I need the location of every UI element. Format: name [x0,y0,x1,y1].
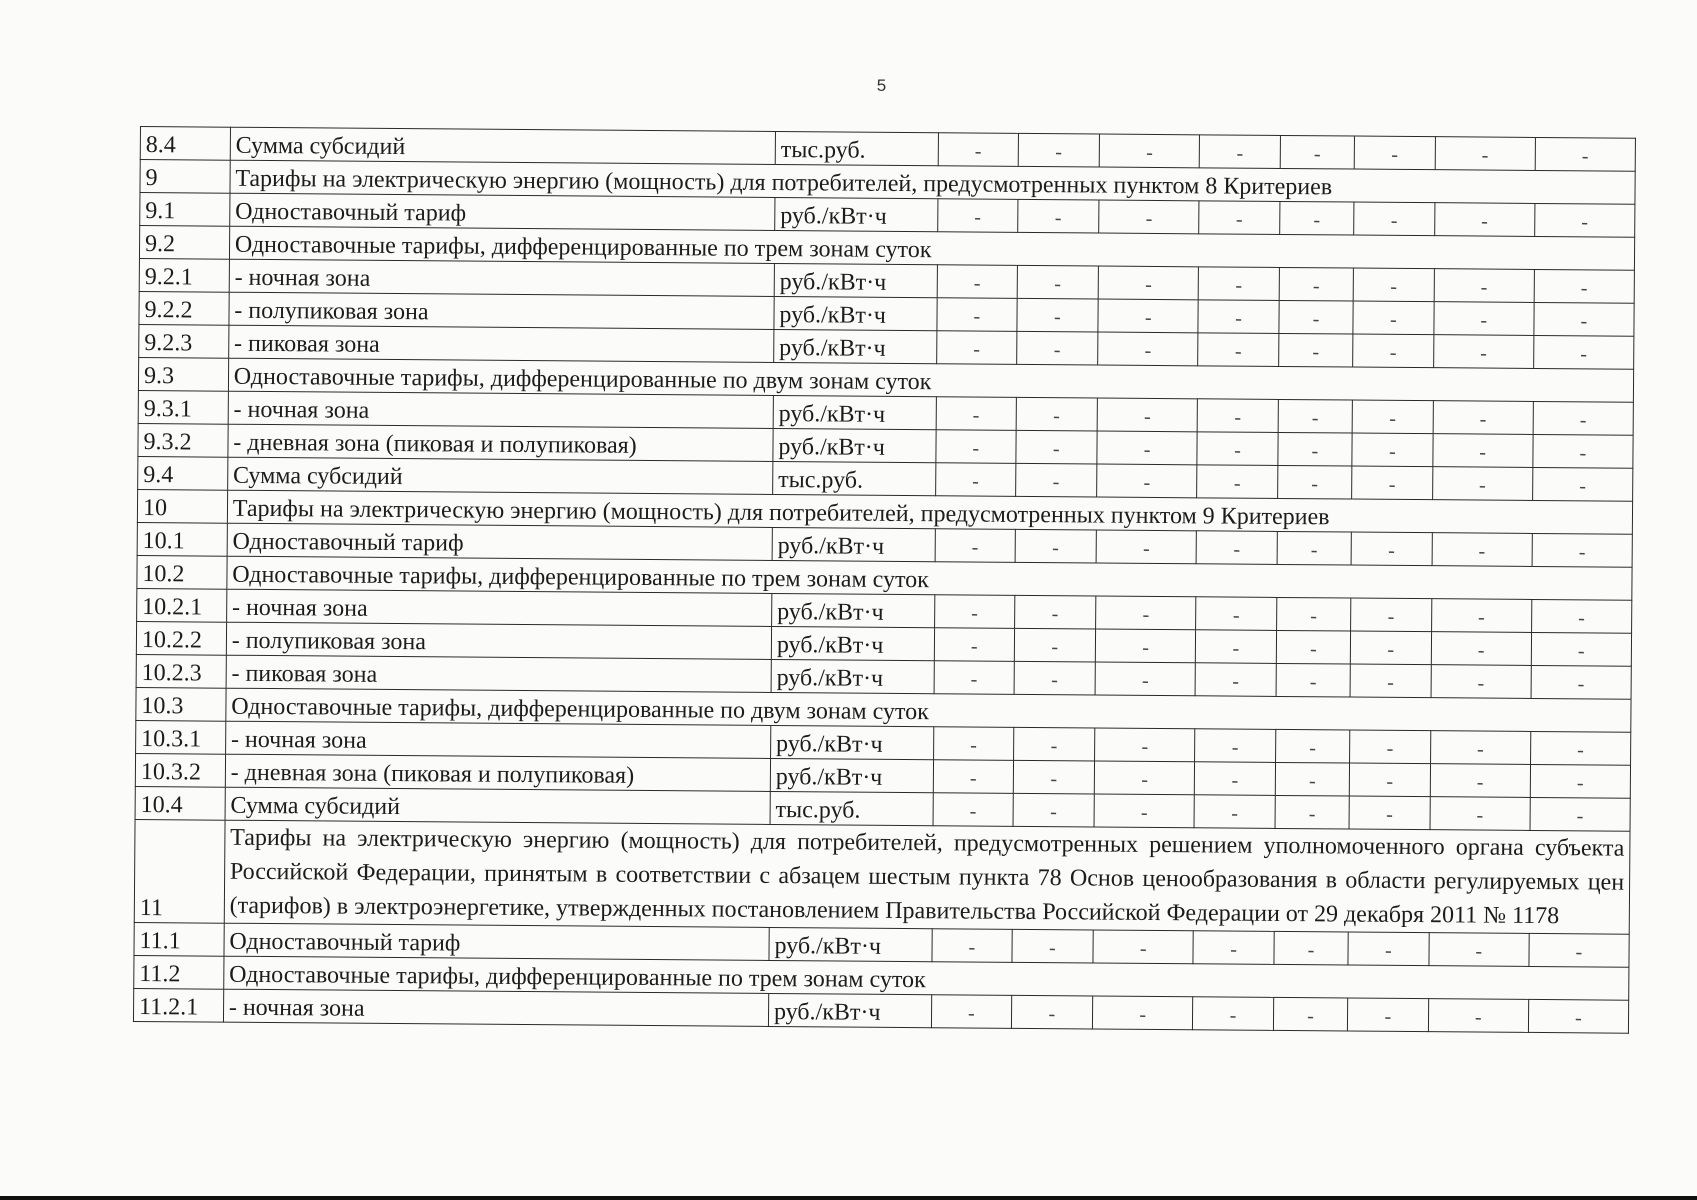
value-cell: - [1275,795,1350,829]
row-number: 11.2 [134,955,224,989]
row-number: 8.4 [140,127,230,161]
value-cell: - [1434,302,1534,336]
row-number: 9.3.2 [138,423,228,457]
row-description: - полупиковая зона [229,292,774,329]
value-cell: - [1099,134,1199,168]
value-cell: - [1094,794,1194,828]
value-cell: - [1430,764,1530,798]
row-number: 9.3.1 [138,390,228,424]
value-cell: - [936,397,1016,431]
value-cell: - [938,133,1018,167]
value-cell: - [1096,530,1196,564]
value-cell: - [1014,628,1096,662]
value-cell: - [1013,793,1095,827]
table-body [133,127,1635,1034]
value-cell: - [1274,931,1349,965]
row-unit: руб./кВт·ч [771,626,934,660]
row-unit: руб./кВт·ч [768,993,931,1027]
value-cell: - [1276,663,1351,697]
row-number: 11.1 [134,922,224,956]
value-cell: - [1275,762,1350,796]
value-cell: - [932,995,1012,1029]
value-cell: - [1195,729,1276,763]
value-cell: - [1433,401,1533,435]
value-cell: - [937,298,1017,332]
row-description: Одноставочные тарифы, дифференцированные по трем зонам суток [224,956,1629,1000]
value-cell: - [1533,401,1633,435]
value-cell: - [1434,269,1534,303]
value-cell: - [933,760,1013,794]
value-cell: - [1013,760,1095,794]
value-cell: - [1193,997,1274,1031]
value-cell: - [1273,997,1348,1031]
value-cell: - [1277,465,1352,499]
tariff-table [133,126,1636,1034]
table-row [134,819,1630,934]
row-number: 10.2 [137,555,227,589]
row-unit: руб./кВт·ч [774,296,937,330]
value-cell: - [1350,664,1431,698]
value-cell: - [1195,663,1276,697]
scan-bottom-edge [0,1196,1697,1200]
value-cell: - [1348,998,1429,1032]
value-cell: - [1432,533,1532,567]
value-cell: - [1434,203,1534,237]
value-cell: - [1531,599,1631,633]
row-number: 10.1 [137,522,227,556]
value-cell: - [1349,763,1430,797]
row-number: 11 [134,819,225,923]
row-unit: руб./кВт·ч [773,428,936,462]
value-cell: - [1531,632,1631,666]
row-description: Тарифы на электрическую энергию (мощность) для потребителей, предусмотренных пунктом 9 Критериев [227,490,1632,534]
row-description: Одноставочные тарифы, дифференцированные по трем зонам суток [229,226,1634,270]
value-cell: - [1196,597,1277,631]
row-number: 10.2.3 [136,654,226,688]
row-unit: тыс.руб. [770,791,933,825]
value-cell: - [1354,136,1435,170]
row-description: Одноставочные тарифы, дифференцированные по двум зонам суток [228,358,1633,402]
value-cell: - [1098,299,1198,333]
row-unit: руб./кВт·ч [771,659,934,693]
value-cell: - [1432,467,1532,501]
value-cell: - [1530,797,1630,831]
value-cell: - [1433,335,1533,369]
row-description: - ночная зона [223,989,768,1026]
value-cell: - [935,529,1015,563]
value-cell: - [937,331,1017,365]
value-cell: - [1348,932,1429,966]
row-number: 10.2.1 [137,588,227,622]
value-cell: - [1013,727,1095,761]
row-number: 9.2 [139,226,229,260]
row-description: Тарифы на электрическую энергию (мощность) для потребителей, предусмотренных пунктом 8 Критериев [230,160,1635,204]
row-description: - дневная зона (пиковая и полупиковая) [225,754,770,791]
value-cell: - [1352,400,1433,434]
value-cell: - [1278,333,1353,367]
value-cell: - [1012,929,1094,963]
row-description: Одноставочный тариф [227,523,772,560]
value-cell: - [1014,661,1096,695]
row-number: 9.2.3 [139,324,229,358]
value-cell: - [1535,137,1635,171]
value-cell: - [1353,268,1434,302]
value-cell: - [1350,631,1431,665]
value-cell: - [1017,265,1099,299]
value-cell: - [1095,662,1195,696]
value-cell: - [1199,135,1280,169]
value-cell: - [1532,467,1632,501]
value-cell: - [1014,595,1096,629]
value-cell: - [1351,532,1432,566]
value-cell: - [1278,399,1353,433]
value-cell: - [1435,137,1535,171]
row-description: - ночная зона [225,721,770,758]
value-cell: - [1098,266,1198,300]
row-unit: тыс.руб. [773,461,936,495]
row-unit: руб./кВт·ч [769,927,932,961]
value-cell: - [933,793,1013,827]
value-cell: - [1275,729,1350,763]
row-unit: руб./кВт·ч [773,395,936,429]
value-cell: - [1096,596,1196,630]
value-cell: - [1352,433,1433,467]
row-description: - пиковая зона [228,325,773,362]
value-cell: - [1531,665,1631,699]
value-cell: - [1195,762,1276,796]
value-cell: - [1094,761,1194,795]
value-cell: - [1097,464,1197,498]
row-number: 9.2.1 [139,258,229,292]
row-number: 9.1 [140,193,230,227]
value-cell: - [1276,630,1351,664]
value-cell: - [1278,432,1353,466]
value-cell: - [1431,665,1531,699]
value-cell: - [1198,300,1279,334]
row-unit: руб./кВт·ч [774,263,937,297]
row-unit: руб./кВт·ч [772,593,935,627]
value-cell: - [1279,267,1354,301]
value-cell: - [1534,203,1634,237]
row-number: 10.3.1 [136,720,226,754]
row-number: 10 [137,489,227,523]
row-number: 9 [140,160,230,194]
row-description: Тарифы на электрическую энергию (мощность) для потребителей, предусмотренных решением уполномоченного органа субъекта Российской Федерации, принятым в соответствии с абзацем шестым пункта 78 Основ ценообразования в области регулируемых цен (тарифов) в электроэнергетике, утвержденных постановлением Правительства Российской Федерации от 29 декабря 2011 № 1178 [224,820,1630,934]
value-cell: - [1433,434,1533,468]
row-description: Одноставочный тариф [224,923,769,960]
value-cell: - [1095,629,1195,663]
row-description: - пиковая зона [226,655,771,692]
value-cell: - [1431,599,1531,633]
row-description: Сумма субсидий [227,457,772,494]
value-cell: - [1097,431,1197,465]
row-description: Сумма субсидий [225,787,770,824]
value-cell: - [1194,795,1275,829]
row-description: - полупиковая зона [226,622,771,659]
value-cell: - [1533,434,1633,468]
value-cell: - [1430,731,1530,765]
value-cell: - [1017,199,1099,233]
value-cell: - [1279,201,1354,235]
value-cell: - [1097,398,1197,432]
value-cell: - [1277,531,1352,565]
value-cell: - [1529,933,1629,967]
value-cell: - [1196,630,1277,664]
value-cell: - [1198,333,1279,367]
value-cell: - [1353,301,1434,335]
value-cell: - [1015,463,1097,497]
row-description: Сумма субсидий [230,127,775,164]
value-cell: - [1016,331,1098,365]
value-cell: - [1098,332,1198,366]
row-number: 10.3 [136,687,226,721]
row-description: - ночная зона [229,259,774,296]
value-cell: - [934,661,1014,695]
value-cell: - [1429,933,1529,967]
value-cell: - [1534,269,1634,303]
value-cell: - [1276,597,1351,631]
value-cell: - [1530,764,1630,798]
value-cell: - [1196,531,1277,565]
value-cell: - [934,628,1014,662]
value-cell: - [1197,399,1278,433]
row-unit: руб./кВт·ч [770,758,933,792]
value-cell: - [1352,466,1433,500]
row-description: Одноставочный тариф [230,193,775,230]
value-cell: - [1349,796,1430,830]
row-number: 9.3 [138,357,228,391]
value-cell: - [1016,397,1098,431]
row-description: - ночная зона [226,589,771,626]
value-cell: - [1350,730,1431,764]
value-cell: - [936,463,1016,497]
value-cell: - [1095,728,1195,762]
row-description: Одноставочные тарифы, дифференцированные по двум зонам суток [226,688,1631,732]
value-cell: - [1280,135,1355,169]
value-cell: - [1197,432,1278,466]
value-cell: - [1430,797,1530,831]
value-cell: - [1015,529,1097,563]
value-cell: - [1528,999,1628,1033]
value-cell: - [1279,300,1354,334]
value-cell: - [1428,999,1528,1033]
value-cell: - [1199,201,1280,235]
value-cell: - [1530,731,1630,765]
value-cell: - [938,199,1018,233]
value-cell: - [1354,202,1435,236]
row-unit: руб./кВт·ч [772,527,935,561]
value-cell: - [937,265,1017,299]
value-cell: - [1534,302,1634,336]
row-description: - дневная зона (пиковая и полупиковая) [228,424,773,461]
value-cell: - [1018,133,1100,167]
value-cell: - [936,430,1016,464]
row-unit: руб./кВт·ч [770,725,933,759]
row-number: 10.2.2 [136,621,226,655]
value-cell: - [1532,533,1632,567]
page-number: 5 [876,76,887,95]
row-unit: руб./кВт·ч [774,329,937,363]
value-cell: - [1099,200,1199,234]
value-cell: - [1197,465,1278,499]
value-cell: - [1193,931,1274,965]
value-cell: - [1431,632,1531,666]
value-cell: - [1351,598,1432,632]
value-cell: - [1093,930,1193,964]
row-unit: руб./кВт·ч [775,197,938,231]
row-number: 10.3.2 [135,753,225,787]
value-cell: - [935,595,1015,629]
value-cell: - [1198,267,1279,301]
row-description: Одноставочные тарифы, дифференцированные по трем зонам суток [227,556,1632,600]
value-cell: - [932,929,1012,963]
value-cell: - [1011,995,1093,1029]
value-cell: - [1533,335,1633,369]
row-description: - ночная зона [228,391,773,428]
row-number: 9.4 [138,456,228,490]
value-cell: - [1353,334,1434,368]
row-number: 9.2.2 [139,291,229,325]
row-number: 10.4 [135,786,225,820]
value-cell: - [934,727,1014,761]
value-cell: - [1016,298,1098,332]
row-number: 11.2.1 [133,988,223,1022]
row-unit: тыс.руб. [775,131,938,165]
value-cell: - [1093,996,1193,1030]
value-cell: - [1015,430,1097,464]
